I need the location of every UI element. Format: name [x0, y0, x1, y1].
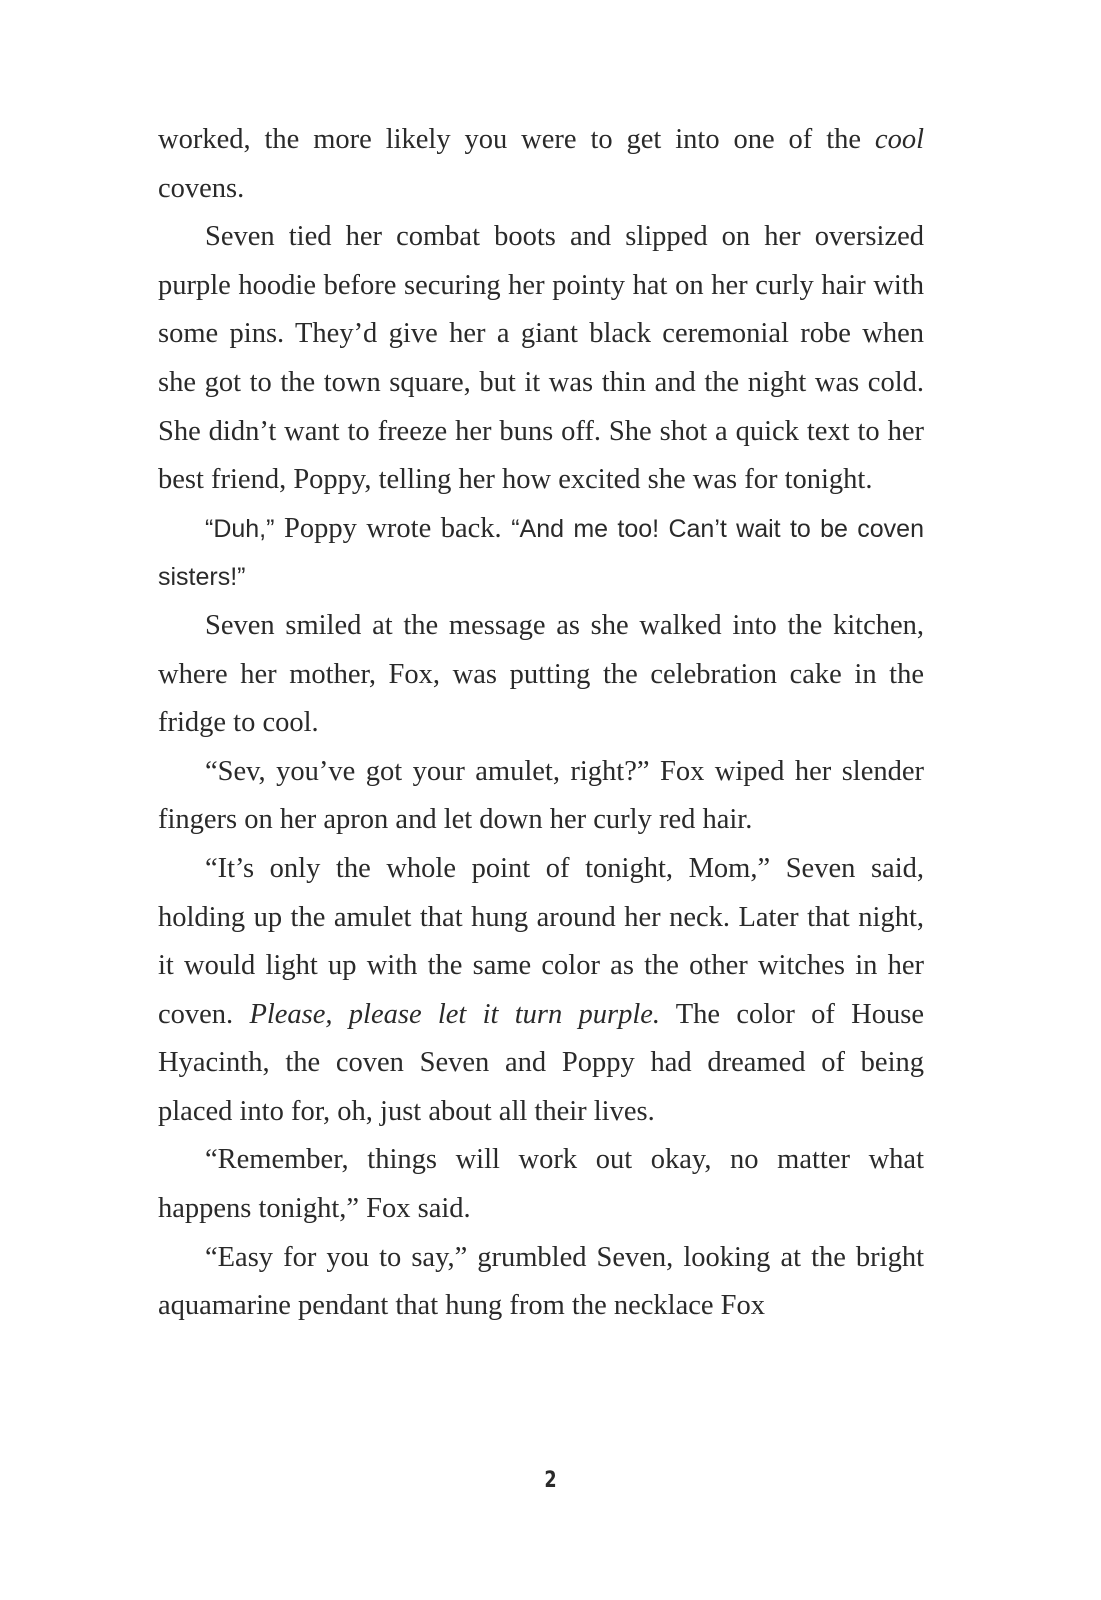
paragraph-5 — [158, 748, 924, 845]
paragraph-1 — [158, 116, 924, 213]
paragraph-6 — [158, 845, 924, 1137]
paragraph-7 — [158, 1136, 924, 1233]
emphasis-text: cool — [874, 124, 924, 155]
text-segment: Seven smiled at the message as she walked into the kitchen, where her mother, Fox, was putting the celebration cake in the fridge to cool. — [158, 609, 924, 739]
text-segment: Poppy wrote back. — [274, 512, 512, 544]
text-segment: “Remember, things will work out okay, no matter what happens tonight,” Fox said. — [158, 1144, 924, 1225]
emphasis-text: Please, please let it turn purple. — [249, 998, 661, 1030]
page-number: 2 — [544, 1468, 557, 1493]
paragraph-8 — [158, 1234, 924, 1331]
text-segment: “It’s only the whole point of tonight, Mom,” Seven said, holding up the amulet that hung around her neck. Later that night, it would light up with the same color as the other witches in her coven. — [158, 852, 924, 1030]
paragraph-3 — [158, 505, 924, 602]
text-segment: “Easy for you to say,” grumbled Seven, looking at the bright aquamarine pendant that hung from the necklace Fox — [158, 1241, 924, 1322]
text-segment: worked, the more likely you were to get into one of the — [158, 124, 875, 155]
text-message-quote: “Duh,” — [205, 514, 275, 543]
text-segment: Seven tied her combat boots and slipped on her oversized purple hoodie before securing her pointy hat on her curly hair with some pins. They’d give her a giant black ceremonial robe when she got to the town square, but it was thin and the night was cold. She didn’t want to freeze her buns off. She shot a quick text to her best friend, Poppy, telling her how excited she was for tonight. — [158, 221, 924, 496]
paragraph-4 — [158, 602, 924, 748]
paragraph-2 — [158, 213, 924, 505]
text-segment: covens. — [158, 172, 245, 204]
text-segment: “Sev, you’ve got your amulet, right?” Fox wiped her slender fingers on her apron and let down her curly red hair. — [158, 755, 924, 836]
body-text — [158, 116, 924, 1331]
text-message-quote: “And me too! Can’t wait to be coven sisters!” — [158, 514, 924, 592]
text-segment: The color of House Hyacinth, the coven Seven and Poppy had dreamed of being placed into for, oh, just about all their lives. — [158, 998, 924, 1127]
